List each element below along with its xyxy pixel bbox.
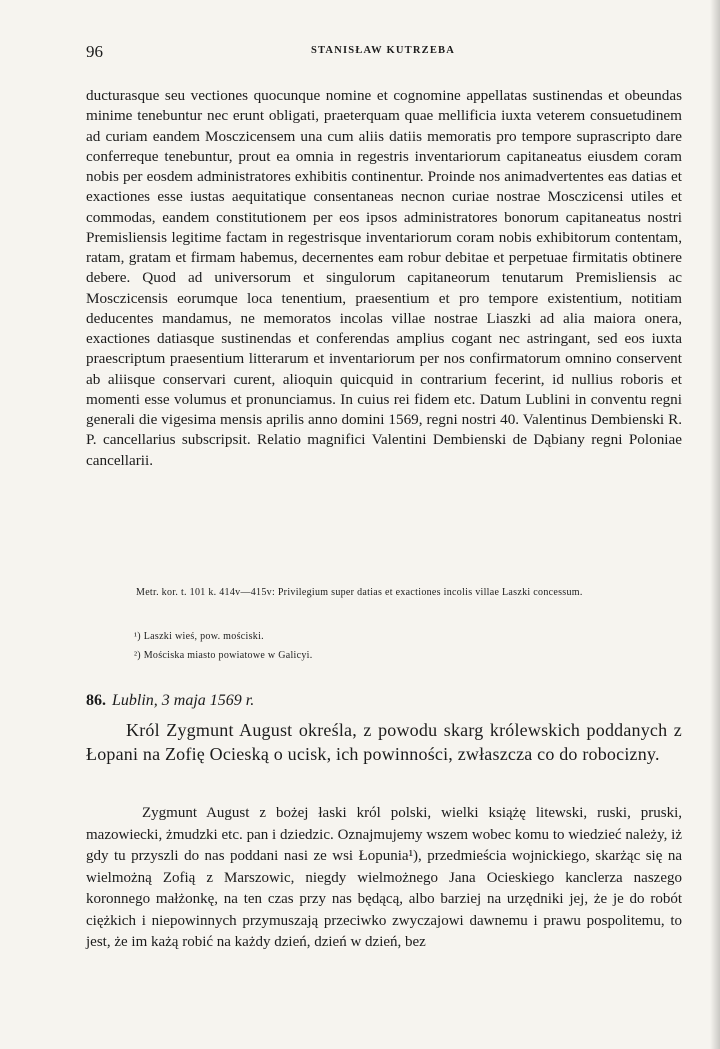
page-header (86, 42, 680, 66)
latin-paragraph: ducturasque seu vectiones quocunque nomine et cognomine appellatas sustinendas et obeundas minime tenebuntur nec erunt obligati, praeterquam quae mellificia iuxta veterem consuetudinem ad curiam eandem Mosczicensem una cum aliis datiis memoratis pro tempore suprascripto dare conferreque tenebuntur, prout ea omnia in regestris inventariorum capitaneatus eiusdem coram nobis per eosdem administratores exhibitis continentur. Proinde nos animadvertentes eas datias et exactiones esse iustas aequitatique consentaneas necnon curiae nostrae Mosczicensi utiles et commodas, eandem constitutionem per eos ipsos administratores bonorum capitaneatus nostri Premisliensis legitime factam in regestrisque inventariorum coram nobis exhibitorum contentam, ratam, gratam et firmam habemus, decernentes eam robur debitae et perpetuae firmitatis obtinere debere. Quod ad universorum et singulorum capitaneorum tenutarum Premisliensis ac Mosczicensis eorumque loca tenentium, praesentium et pro tempore existentium, notitiam deducentes mandamus, ne memoratos incolas villae nostrae Liaszki ad alia maiora onera, exactiones datiasque sustinendas et conferendas amplius cogant nec astringant, sed eos iuxta praescriptum praesentium litterarum et inventariorum per nos confirmatorum omnino conservent ab aliisque conservari curent, alioquin quicquid in contrarium fecerint, id nullius roboris et momenti esse volumus et pronunciamus. In cuius rei fidem etc. Datum Lublini in conventu regni generali die vigesima mensis aprilis anno domini 1569, regni nostri 40. Valentinus Dembienski R. P. cancellarius subscripsit. Relatio magnifici Valentini Dembienski de Dąbiany regni Poloniae cancellarii. (86, 87, 682, 469)
entry-place-date: Lublin, 3 maja 1569 r. (112, 692, 255, 709)
entry-summary: Król Zygmunt August określa, z powodu skarg królewskich poddanych z Łopani na Zofię Ocieską o ucisk, ich powinności, zwłaszcza co do robocizny. (86, 720, 682, 764)
footnote-1: ¹) Laszki wieś, pow. mościski. (134, 631, 264, 642)
entry-body: Zygmunt August z bożej łaski król polski, wielki książę litewski, ruski, pruski, mazowiecki, żmudzki etc. pan i dziedzic. Oznajmujemy wszem wobec komu to wiedzieć należy, iż gdy tu przyszli do nas poddani nasi ze wsi Łopunia¹), przedmieścia wojnickiego, skarżąc się na wielmożną Zofią z Marszowic, niegdy wielmożnego Jana Ocieskiego kanclerza naszego koronnego małżonkę, na ten czas przy nas będącą, albo barziej na urzędniki jej, że je do robót ciężkich i niepowinnych przymuszają przeciwko zwyczajowi dawnemu i prawu pospolitemu, to jest, że im każą robić na każdy dzień, dzień w dzień, bez (86, 805, 682, 950)
source-note: Metr. kor. t. 101 k. 414v—415v: Privilegium super datias et exactiones incolis villae Laszki concessum. (136, 587, 583, 598)
footnote-2: ²) Mościska miasto powiatowe w Galicyi. (134, 650, 313, 661)
main-text-block (86, 86, 682, 471)
entry-number: 86. (86, 692, 106, 709)
running-head: STANISŁAW KUTRZEBA (310, 45, 456, 56)
footnotes (134, 627, 674, 665)
page-number: 96 (86, 42, 103, 61)
entry-heading (86, 692, 254, 710)
page-edge-shadow (710, 0, 720, 1049)
